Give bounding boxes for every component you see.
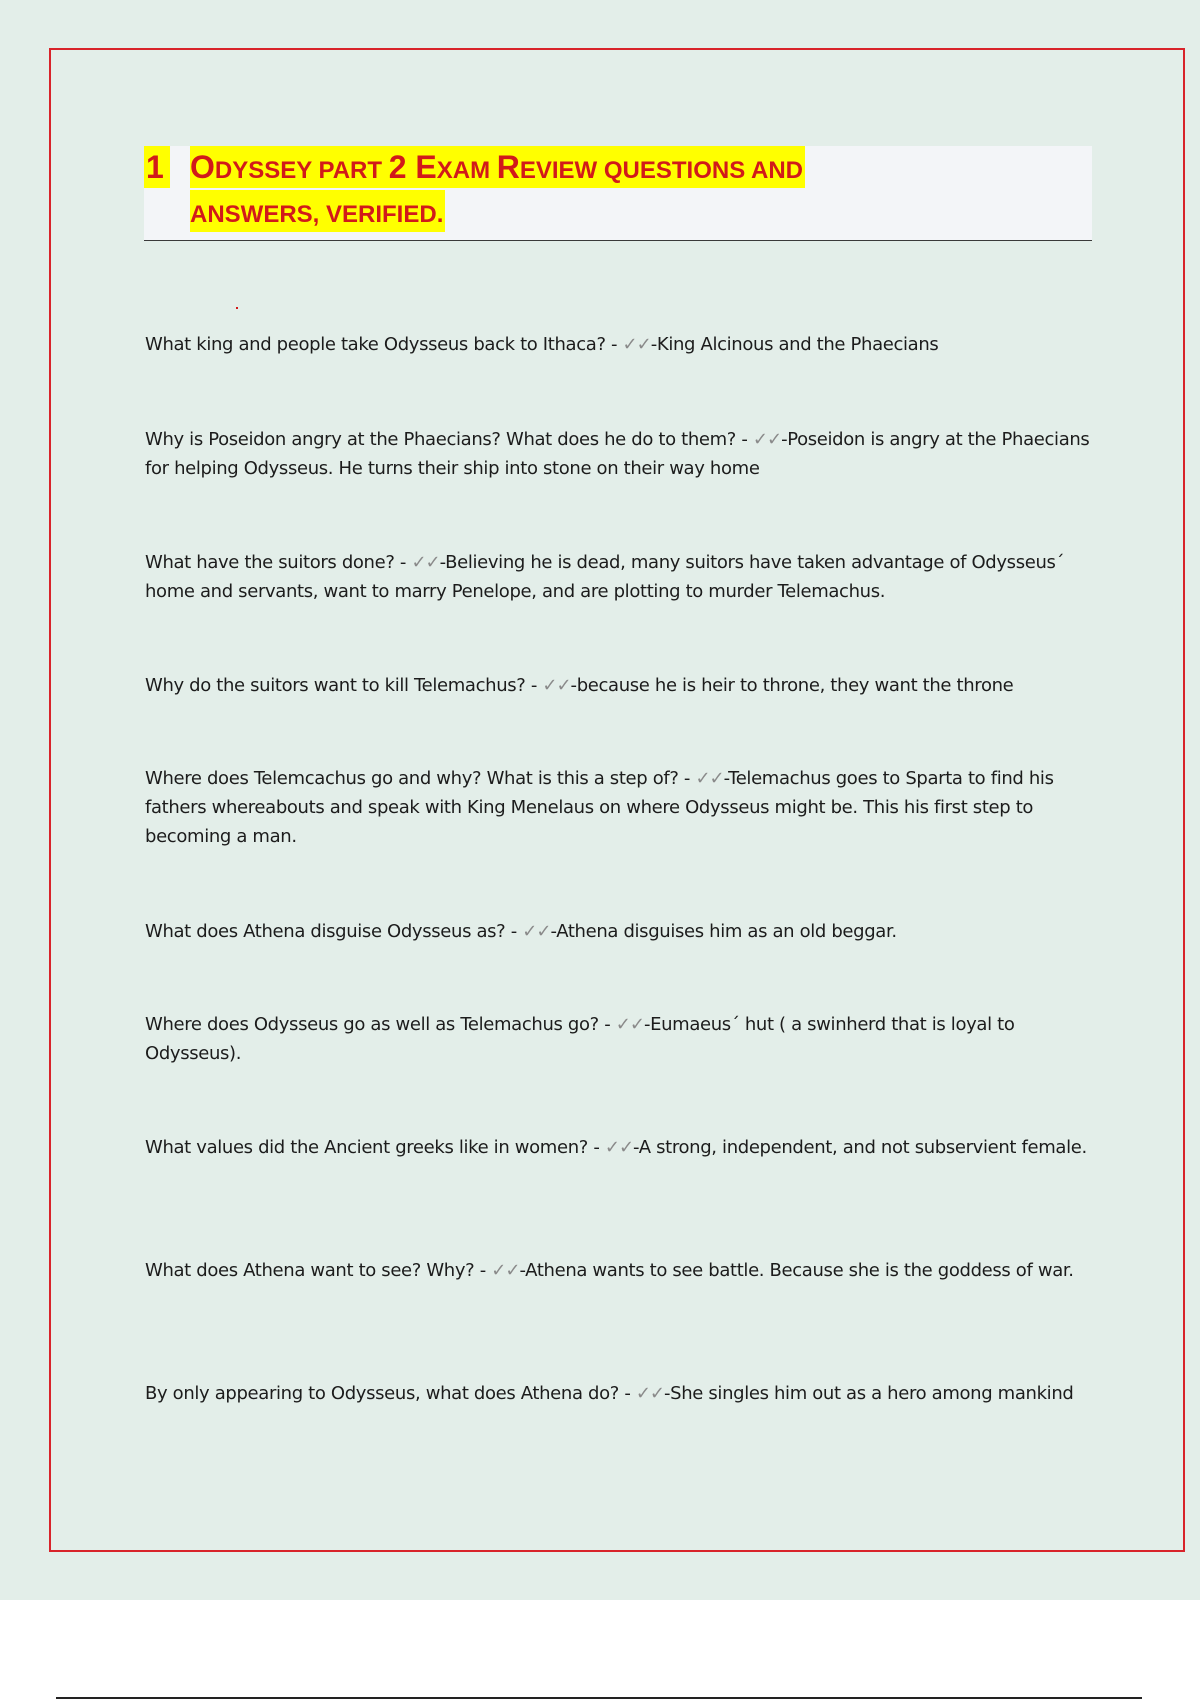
heading-title-line-1 [190,146,805,188]
document-heading [144,146,1092,241]
question-text: By only appearing to Odysseus, what does Athena do? - [145,1383,636,1404]
double-check-icon: ✓✓ [752,429,782,450]
double-check-icon: ✓✓ [522,921,551,942]
answer-text: -because he is heir to throne, they want the throne [570,675,1014,696]
double-check-icon: ✓✓ [604,1137,634,1158]
heading-text-run: DYSSEY PART [214,157,389,184]
answer-text: -Poseidon is angry at the Phaecians for helping Odysseus. He turns their ship into stone on their way home [145,429,1090,479]
answer-text: -A strong, independent, and not subservient female. [633,1137,1087,1158]
answer-text: -She singles him out as a hero among mankind [664,1383,1074,1404]
qa-item [145,1133,1090,1162]
double-check-icon: ✓✓ [542,675,571,696]
qa-item [145,917,1090,946]
double-check-icon: ✓✓ [622,334,651,355]
heading-text-run: EVIEW QUESTIONS AND [519,157,803,184]
heading-text-run: ANSWERS, VERIFIED. [190,201,444,228]
question-text: What values did the Ancient greeks like in women? - [145,1137,605,1158]
qa-item [145,1379,1090,1408]
answer-text: -Eumaeus´ hut ( a swinherd that is loyal to Odysseus). [145,1014,1015,1064]
answer-text: -Athena wants to see battle. Because she is the goddess of war. [519,1260,1074,1281]
heading-text-run: 2 E [388,149,437,185]
question-text: Why do the suitors want to kill Telemachus? - [145,675,543,696]
double-check-icon: ✓✓ [635,1383,665,1404]
heading-text-run: O [190,149,215,185]
answer-text: -King Alcinous and the Phaecians [650,334,939,355]
qa-item [145,548,1090,606]
qa-item [145,1010,1090,1068]
heading-text-run: R [496,149,520,185]
answer-text: -Athena disguises him as an old beggar. [550,921,897,942]
qa-item [145,1256,1090,1285]
heading-number: 1 [144,146,170,188]
question-text: What does Athena want to see? Why? - [145,1260,492,1281]
stray-mark [236,307,238,309]
qa-item [145,425,1090,483]
heading-title-line-2 [190,190,445,232]
question-text: Why is Poseidon angry at the Phaecians? What does he do to them? - [145,429,753,450]
double-check-icon: ✓✓ [411,552,440,573]
answer-text: -Telemachus goes to Sparta to find his fathers whereabouts and speak with King Menelaus on where Odysseus might be. This his first step to becoming a man. [145,768,1054,847]
heading-text-run: XAM [436,157,497,184]
qa-item [145,330,1090,359]
footer-rule [56,1697,1142,1699]
qa-item [145,764,1090,851]
double-check-icon: ✓✓ [695,768,724,789]
answer-text: -Believing he is dead, many suitors have taken advantage of Odysseus´ home and servants, want to marry Penelope, and are plotting to murder Telemachus. [145,552,1065,602]
double-check-icon: ✓✓ [615,1014,644,1035]
question-text: Where does Telemcachus go and why? What is this a step of? - [145,768,696,789]
question-text: What king and people take Odysseus back to Ithaca? - [145,334,623,355]
double-check-icon: ✓✓ [491,1260,520,1281]
question-text: Where does Odysseus go as well as Telemachus go? - [145,1014,616,1035]
qa-item [145,671,1090,700]
question-text: What does Athena disguise Odysseus as? - [145,921,523,942]
question-text: What have the suitors done? - [145,552,412,573]
